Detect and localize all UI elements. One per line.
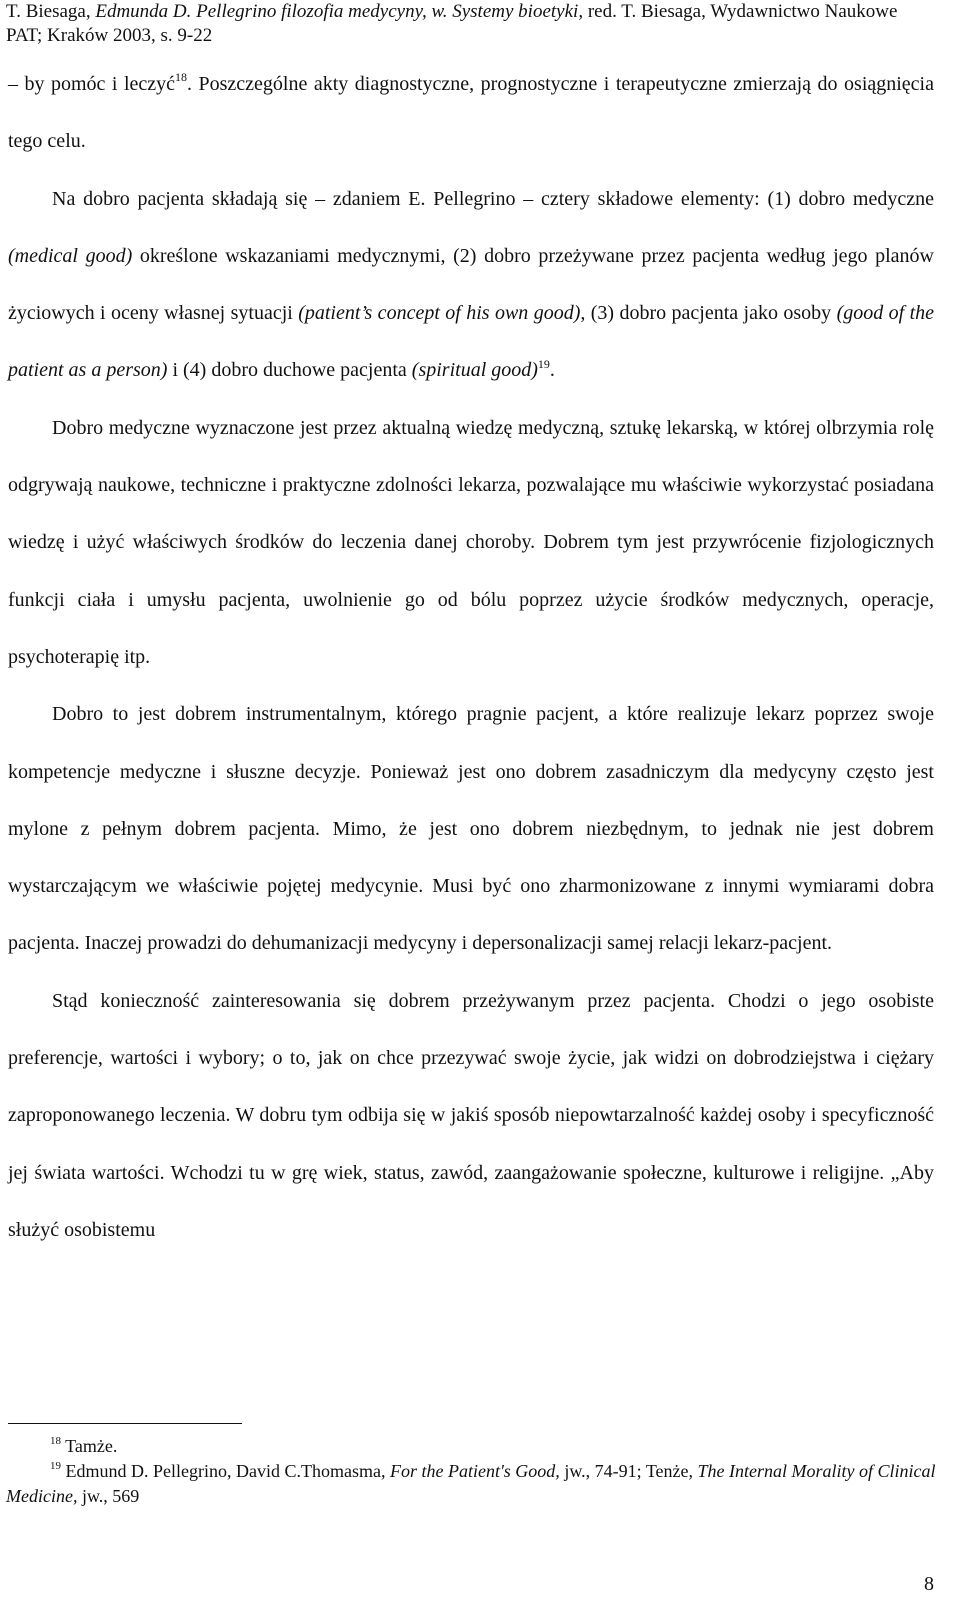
term-patients-concept: (patient’s concept of his own good) [298,302,581,325]
footnote-ref-18[interactable]: 18 [175,70,188,85]
footnote-19-text-c: jw., 569 [77,1486,140,1506]
footnote-19-text-b: jw., 74-91; Tenże, [559,1461,698,1481]
term-good-of-patient: (good of the patient as a person) [8,302,935,382]
paragraph-1 [8,56,934,171]
footnote-19-title-1: For the Patient's Good, [389,1461,560,1481]
page-number: 8 [924,1573,934,1595]
paragraph-4: Dobro to jest dobrem instrumentalnym, którego pragnie pacjent, a które realizuje lekarz poprzez swoje kompetencje medyczne i słuszne decyzje. Ponieważ jest ono dobrem zasadniczym dla medycyny często jest mylone z pełnym dobrem pacjenta. Mimo, że jest ono dobrem niezbędnym, to jednak nie jest dobrem wystarczającym we właściwie pojętej medycynie. Musi być ono zharmonizowane z innymi wymiarami dobra pacjenta. Inaczej prowadzi do dehumanizacji medycyny i depersonalizacji samej relacji lekarz-pacjent. [8,703,934,955]
paragraph-2-text-b: określone wskazaniami medycznymi, (2) dobro przeżywane przez pacjenta według jego planów życiowych i oceny własnej sytuacji [8,244,934,325]
footnote-19-authors: Edmund D. Pellegrino, David C.Thomasma, [61,1461,390,1481]
header-authors: T. Biesaga, [6,1,96,22]
term-medical-good: (medical good) [8,244,133,267]
paragraph-2 [8,171,934,400]
footnote-18-text: Tamże. [61,1436,118,1456]
footnote-18 [6,1434,936,1459]
term-spiritual-good: (spiritual good) [411,359,538,382]
citation-header [6,0,936,48]
paragraph-5: Stąd konieczność zainteresowania się dobrem przeżywanym przez pacjenta. Chodzi o jego osobiste preferencje, wartości i wybory; o to, jak on chce przezywać swoje życie, jak widzi on dobrodziejstwa i ciężary zaproponowanego leczenia. W dobru tym odbija się w jakiś sposób niepowtarzalność każdej osoby i specyficzność jej świata wartości. Wchodzi tu w grę wiek, status, zawód, zaangażowanie społeczne, kulturowe i religijne. „Aby służyć osobistemu [8,989,934,1241]
paragraph-2-text-c: , (3) dobro pacjenta jako osoby [580,302,837,325]
footnotes [6,1434,936,1509]
footnote-19-title-2: The Internal Morality of Clinical Medicine, [6,1461,936,1506]
header-title: Edmunda D. Pellegrino filozofia medycyny, w. Systemy bioetyki, [95,1,584,22]
footnote-divider [8,1423,242,1424]
footnote-18-number: 18 [50,1435,61,1447]
paragraph-1-text-a: – by pomóc i leczyć [8,73,176,95]
paragraph-2-text-e: . [549,359,555,382]
paragraph-3: Dobro medyczne wyznaczone jest przez aktualną wiedzę medyczną, sztukę lekarską, w której olbrzymia rolę odgrywają naukowe, techniczne i praktyczne zdolności lekarza, pozwalające mu właściwie wykorzystać posiadana wiedzę i użyć właściwych środków do leczenia danej choroby. Dobrem tym jest przywrócenie fizjologicznych funkcji ciała i umysłu pacjenta, uwolnienie go od bólu poprzez użycie środków medycznych, operacje, psychoterapię itp. [8,416,934,668]
main-text [8,56,934,1259]
footnote-ref-19[interactable]: 19 [537,356,550,371]
header-publication: red. T. Biesaga, Wydawnictwo Naukowe PAT; Kraków 2003, s. 9-22 [6,1,898,46]
paragraph-1-text-b: . Poszczególne akty diagnostyczne, prognostyczne i terapeutyczne zmierzają do osiągnięcia tego celu. [8,73,934,153]
paragraph-2-text-a: Na dobro pacjenta składają się – zdaniem E. Pellegrino – cztery składowe elementy: (1) dobro medyczne [52,187,934,210]
footnote-19-number: 19 [50,1460,61,1472]
paragraph-2-text-d: i (4) dobro duchowe pacjenta [167,359,412,382]
footnote-19 [6,1459,936,1509]
